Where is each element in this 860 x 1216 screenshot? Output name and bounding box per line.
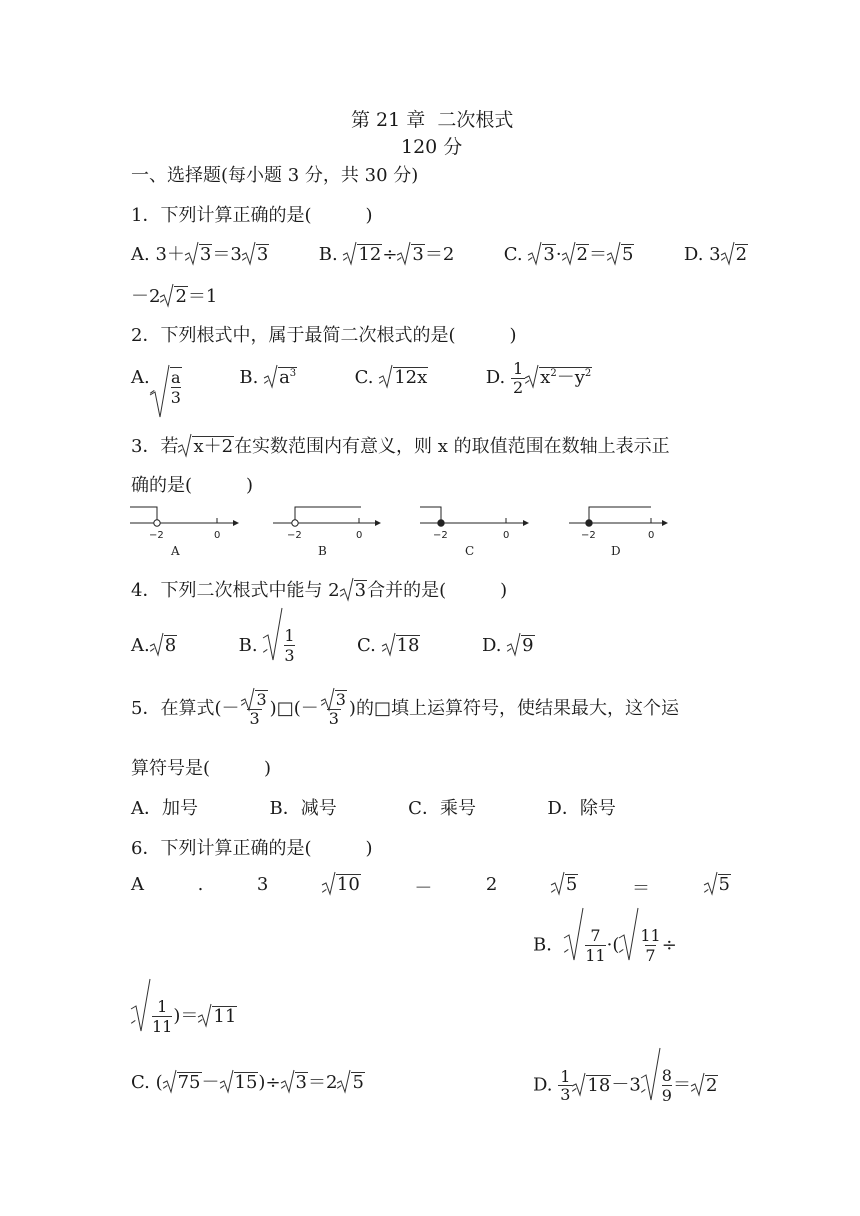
q6-stem: 6．下列计算正确的是( ) <box>131 838 373 859</box>
q1-option-d: D. 3 2 <box>683 244 748 265</box>
q4-stem: 4．下列二次根式中能与 2 3合并的是( ) <box>131 580 508 601</box>
number-line-c <box>420 507 529 558</box>
q3-stem-cont: 确的是( ) <box>131 475 254 496</box>
number-line-b <box>273 507 381 558</box>
q2-option-d: D. $\frac{1}{2}$ $x^2-y^2$ <box>485 359 592 397</box>
page-title: 第 21 章 二次根式 <box>351 109 514 131</box>
q2-options <box>131 360 592 407</box>
q1-option-b: B. 12÷ 3＝2 <box>318 244 455 265</box>
q6-option-a: A . 3 10 － 2 5 ＝ 5 <box>131 874 730 899</box>
q5-option-b: B．减号 <box>269 798 337 819</box>
svg-text:A: A <box>171 544 180 558</box>
q4-option-a: A. 8 <box>131 634 177 656</box>
q5-option-a: A．加号 <box>131 798 198 819</box>
q1-option-c: C. 3· 2＝ 5 <box>503 244 634 265</box>
svg-text:−2: −2 <box>287 530 302 541</box>
q5-stem-cont: 算符号是( ) <box>131 758 272 779</box>
q6-option-c: C. ( 75－ 15)÷ 3＝2 5 <box>131 1072 364 1093</box>
q2-option-a: A. $\frac{a}{3}$ <box>131 367 182 388</box>
q2-option-b: B. $a^3$ <box>239 367 297 389</box>
q4-options <box>131 626 535 665</box>
svg-text:−2: −2 <box>433 530 448 541</box>
q2-option-c: C. 12x <box>354 367 428 389</box>
q5-option-d: D．除号 <box>547 798 616 819</box>
svg-text:0: 0 <box>503 530 510 541</box>
q1-options <box>131 240 748 266</box>
q5-option-c: C．乘号 <box>408 798 476 819</box>
number-line-a <box>130 507 239 558</box>
q3-number-lines <box>125 500 685 562</box>
q5-options <box>131 794 616 820</box>
svg-text:−2: −2 <box>581 530 596 541</box>
q5-stem: 5．在算式(－ $\frac{3}{3}$ )□(－ $\frac{3}{3}$ )的□填上运算符号，使结果最大，这个运 <box>131 690 679 729</box>
section-heading: 一、选择题(每小题 3 分，共 30 分) <box>131 165 419 186</box>
q1-option-a: A. 3＋ 3＝3 3 <box>131 244 269 265</box>
svg-text:C: C <box>465 544 475 558</box>
q3-stem: 3．若 x＋2在实数范围内有意义，则 x 的取值范围在数轴上表示正 <box>131 436 670 457</box>
q4-option-c: C. 18 <box>356 634 420 656</box>
svg-text:0: 0 <box>214 530 221 541</box>
q2-stem: 2．下列根式中，属于最简二次根式的是( ) <box>131 325 517 346</box>
svg-text:D: D <box>611 544 621 558</box>
svg-text:0: 0 <box>356 530 363 541</box>
number-line-d <box>569 507 668 558</box>
q4-option-b: B. $\frac{1}{3}$ <box>239 635 296 656</box>
svg-text:−2: −2 <box>149 530 164 541</box>
q4-option-d: D. 9 <box>481 634 534 656</box>
svg-text:B: B <box>318 544 327 558</box>
svg-text:0: 0 <box>648 530 655 541</box>
q1-option-d-cont: －2 2＝1 <box>131 286 218 307</box>
q6-option-b: B． $\frac{7}{11}$ ·( $\frac{11}{7}$ ÷ <box>533 926 677 965</box>
q6-option-d: D. $\frac{1}{3}$ 18－3 $\frac{8}{9}$ ＝ 2 <box>533 1066 718 1105</box>
q6-option-b-cont: $\frac{1}{11}$ )＝ 11 <box>131 997 237 1036</box>
page-score: 120 分 <box>401 136 463 158</box>
q1-stem: 1．下列计算正确的是( ) <box>131 205 373 226</box>
